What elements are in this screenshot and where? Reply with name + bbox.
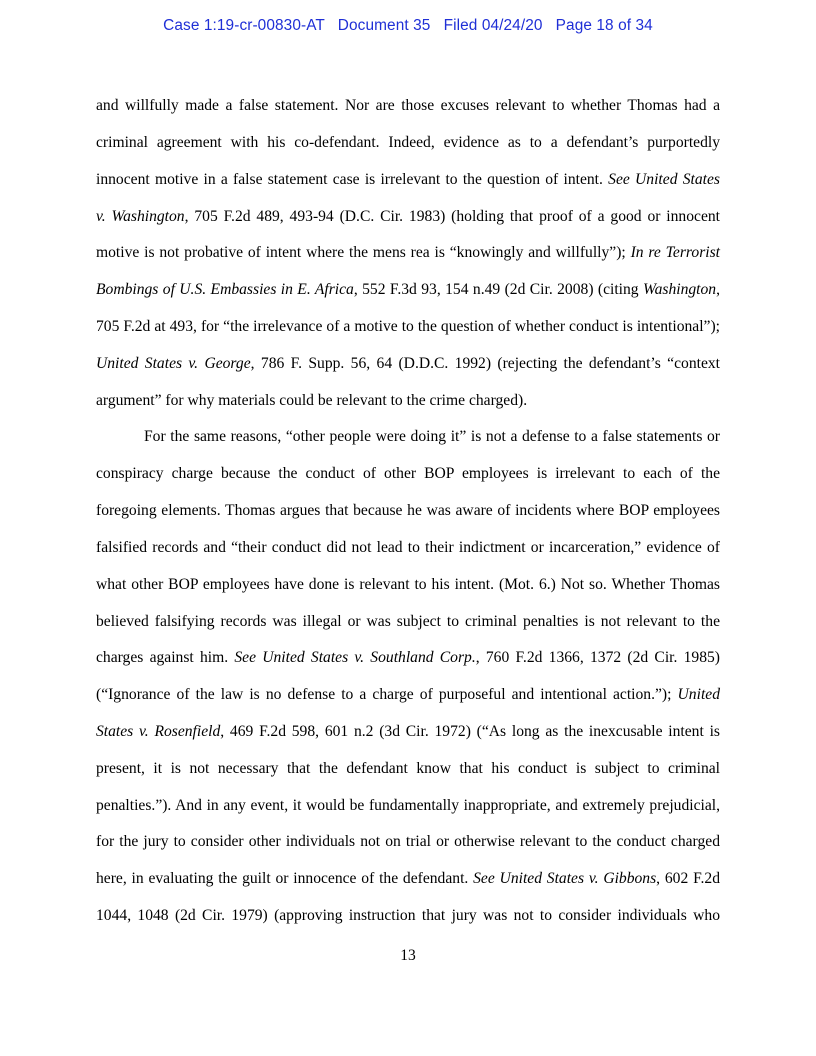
case-citation: States v. Rosenfield (96, 722, 221, 740)
text-line (96, 613, 720, 631)
page-indicator: Page 18 of 34 (555, 17, 653, 34)
text-run: present, it is not necessary that the defendant know that his conduct is subject to criminal (96, 759, 720, 777)
case-citation: See United States (608, 170, 720, 188)
text-run: 705 F.2d at 493, for “the irrelevance of a motive to the question of whether conduct is intentional”); (96, 317, 720, 335)
text-line (96, 686, 720, 704)
text-run: here, in evaluating the guilt or innocence of the defendant. (96, 870, 474, 888)
text-run: for the jury to consider other individuals not on trial or otherwise relevant to the conduct charged (96, 833, 720, 851)
text-line (96, 392, 720, 410)
text-run: , 469 F.2d 598, 601 n.2 (3d Cir. 1972) (“As long as the inexcusable intent is (220, 722, 720, 740)
case-citation: Washington (643, 281, 717, 299)
text-run: believed falsifying records was illegal or was subject to criminal penalties is not relevant to the (96, 612, 720, 630)
text-line (96, 281, 720, 299)
text-line (96, 539, 720, 557)
text-run: , (716, 281, 720, 299)
text-run: , 760 F.2d 1366, 1372 (2d Cir. 1985) (475, 649, 720, 667)
case-citation: Bombings of U.S. Embassies in E. Africa (96, 281, 354, 299)
text-run: and willfully made a false statement. Nor are those excuses relevant to whether Thomas had a (96, 97, 720, 114)
text-run: foregoing elements. Thomas argues that because he was aware of incidents where BOP employees (96, 502, 720, 519)
filed-date: Filed 04/24/20 (443, 17, 543, 34)
text-line (96, 907, 720, 925)
text-run: criminal agreement with his co-defendant. Indeed, evidence as to a defendant’s purportedly (96, 133, 720, 151)
text-line (96, 649, 720, 667)
text-line (96, 97, 720, 115)
text-line (96, 502, 720, 520)
text-run: falsified records and “their conduct did not lead to their indictment or incarceration,” evidence of (96, 538, 720, 556)
text-run: conspiracy charge because the conduct of other BOP employees is irrelevant to each of the (96, 465, 720, 483)
text-run: innocent motive in a false statement case is irrelevant to the question of intent. (96, 170, 609, 188)
text-line (96, 576, 720, 594)
text-line (96, 797, 720, 815)
text-line (96, 833, 720, 851)
text-run: (“Ignorance of the law is no defense to a charge of purposeful and intentional action.”); (96, 686, 678, 704)
text-line (96, 244, 720, 262)
text-run: , 786 F. Supp. 56, 64 (D.D.C. 1992) (rejecting the defendant’s “context (250, 354, 720, 372)
text-line (144, 428, 720, 446)
case-citation: United (677, 686, 720, 704)
case-citation: See United States v. Gibbons (473, 870, 657, 888)
text-run: charges against him. (96, 649, 235, 667)
text-line (96, 870, 720, 888)
text-run: For the same reasons, “other people were doing it” is not a defense to a false statements or (144, 428, 720, 446)
case-citation: United States v. George (96, 354, 251, 372)
text-line (96, 355, 720, 373)
text-run: argument” for why materials could be relevant to the crime charged). (96, 391, 528, 409)
text-line (96, 318, 720, 336)
case-citation: See United States v. Southland Corp. (234, 649, 476, 667)
case-header (0, 17, 816, 35)
text-run: 1044, 1048 (2d Cir. 1979) (approving instruction that jury was not to consider individuals who (96, 907, 720, 924)
text-run: motive is not probative of intent where the mens rea is “knowingly and willfully”); (96, 244, 631, 262)
case-citation: v. Washington (96, 207, 185, 225)
case-citation: In re Terrorist (630, 244, 720, 262)
text-line (96, 134, 720, 152)
text-run: what other BOP employees have done is relevant to his intent. (Mot. 6.) Not so. Whether Thomas (96, 575, 720, 593)
text-run: , 705 F.2d 489, 493-94 (D.C. Cir. 1983) (holding that proof of a good or innocent (184, 207, 720, 225)
page-number: 13 (400, 947, 416, 964)
text-line (96, 760, 720, 778)
text-line (96, 171, 720, 189)
document-number: Document 35 (337, 17, 431, 34)
text-run: , 552 F.3d 93, 154 n.49 (2d Cir. 2008) (citing (353, 281, 644, 299)
text-run: penalties.”). And in any event, it would be fundamentally inappropriate, and extremely prejudicial, (96, 796, 720, 814)
text-line (96, 465, 720, 483)
case-number: Case 1:19-cr-00830-AT (163, 17, 325, 34)
text-line (96, 723, 720, 741)
text-run: , 602 F.2d (656, 870, 720, 888)
text-line (96, 208, 720, 226)
